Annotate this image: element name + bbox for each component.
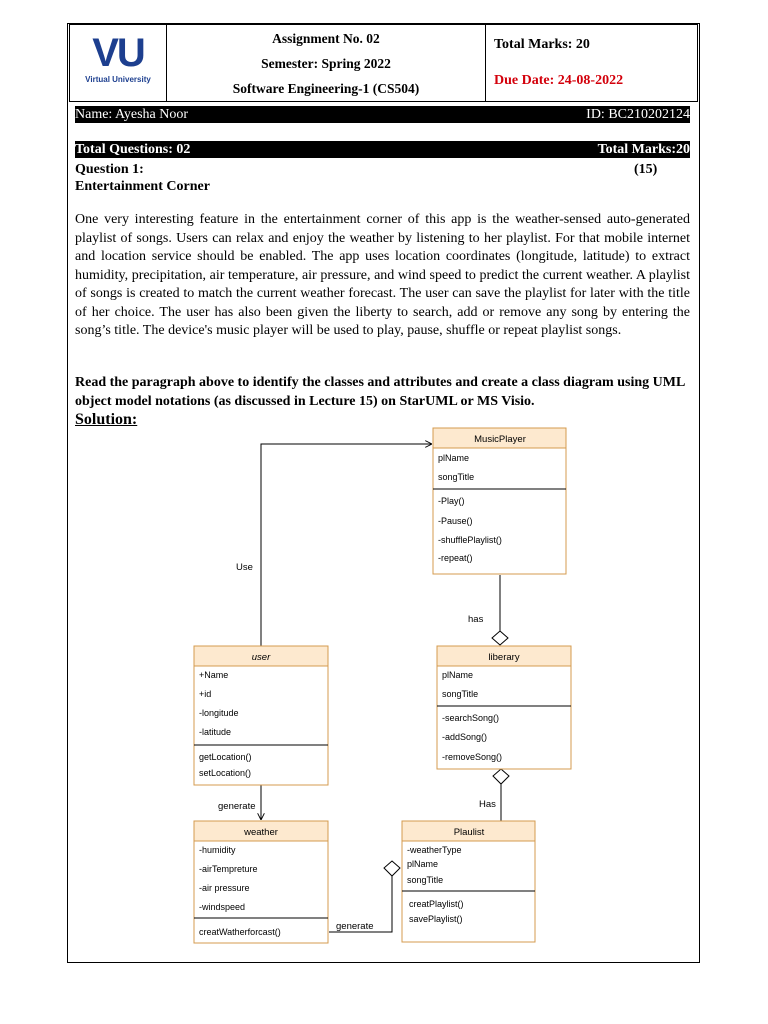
use-association — [261, 444, 432, 646]
user-attr: -longitude — [199, 708, 239, 718]
student-name: Name: Ayesha Noor — [75, 107, 189, 122]
weather-attr: -windspeed — [199, 902, 246, 912]
student-id: ID: BC210202124 — [586, 107, 690, 122]
assignment-number: Assignment No. 02 — [272, 30, 380, 46]
liberary-name: liberary — [488, 652, 520, 663]
user-method: getLocation() — [199, 752, 252, 762]
class-weather — [194, 821, 328, 943]
question-marks: (15) — [634, 162, 658, 177]
weather-name: weather — [244, 827, 278, 838]
question-paragraph: One very interesting feature in the entertainment corner of this app is the weather-sensed auto-generated playlist of songs. Users can relax and enjoy the weather by listening to her playlist. For that mobile internet and location service should be enabled. The app uses location coordinates (longitude, latitude) to extract humidity, precipitation, air temperature, air pressure, and wind speed to predict the current weather. A playlist of songs is created to match the current weather forecast. The user can save the playlist for later with the title of her choice. The user has also been given the liberty to search, add or remove any song by entering the song’s title. The device's music player will be used to play, pause, shuffle or repeat playlist songs. — [75, 212, 690, 338]
class-playlist — [402, 821, 535, 942]
weather-attr: -humidity — [199, 845, 236, 855]
playlist-attr: songTitle — [407, 875, 444, 885]
playlist-attr: -weatherType — [407, 845, 462, 855]
class-liberary — [437, 646, 571, 769]
musicplayer-attr: plName — [438, 453, 470, 463]
solution-label: Solution: — [75, 411, 138, 428]
user-method: setLocation() — [199, 768, 252, 778]
playlist-method: savePlaylist() — [409, 914, 463, 924]
due-date: Due Date: 24-08-2022 — [494, 73, 624, 88]
semester: Semester: Spring 2022 — [261, 55, 391, 71]
weather-method: creatWatherforcast() — [199, 927, 281, 937]
playlist-method: creatPlaylist() — [409, 899, 464, 909]
user-attr: +Name — [199, 670, 229, 680]
playlist-attr: plName — [407, 859, 439, 869]
generate-diamond — [384, 861, 400, 876]
use-label: Use — [236, 562, 253, 573]
weather-attr: -air pressure — [199, 883, 250, 893]
has2-diamond — [493, 769, 509, 784]
liberary-method: -addSong() — [442, 732, 488, 742]
class-musicplayer — [433, 428, 566, 574]
musicplayer-attr: songTitle — [438, 472, 475, 482]
has-label: has — [468, 614, 484, 625]
total-questions: Total Questions: 02 — [75, 142, 191, 157]
generate-label-2: generate — [336, 921, 374, 932]
musicplayer-method: -shufflePlaylist() — [438, 535, 502, 545]
user-attr: +id — [199, 689, 212, 699]
user-attr: -latitude — [199, 727, 232, 737]
musicplayer-method: -repeat() — [438, 553, 473, 563]
total-marks: Total Marks: 20 — [494, 37, 590, 52]
generate-label-1: generate — [218, 801, 256, 812]
liberary-method: -searchSong() — [442, 713, 500, 723]
logo-letters: VU — [92, 31, 144, 75]
musicplayer-name: MusicPlayer — [474, 434, 526, 445]
liberary-method: -removeSong() — [442, 752, 503, 762]
liberary-attr: plName — [442, 670, 474, 680]
playlist-name: Plaulist — [453, 827, 485, 838]
has-diamond — [492, 631, 508, 645]
musicplayer-method: -Play() — [438, 496, 465, 506]
question-label: Question 1: — [75, 162, 144, 177]
musicplayer-method: -Pause() — [438, 516, 473, 526]
weather-attr: -airTempreture — [199, 864, 258, 874]
question-title: Entertainment Corner — [75, 179, 210, 194]
course-name: Software Engineering-1 (CS504) — [232, 80, 420, 96]
class-user — [194, 646, 328, 785]
user-name: user — [251, 652, 271, 663]
question-instruction: Read the paragraph above to identify the classes and attributes and create a class diagram using UML object model notations (as discussed in Lecture 15) on StarUML or MS Visio. — [75, 375, 685, 409]
has2-label: Has — [479, 799, 496, 810]
questions-total-marks: Total Marks:20 — [597, 142, 690, 157]
logo-subtitle: Virtual University — [85, 75, 151, 84]
liberary-attr: songTitle — [442, 689, 479, 699]
